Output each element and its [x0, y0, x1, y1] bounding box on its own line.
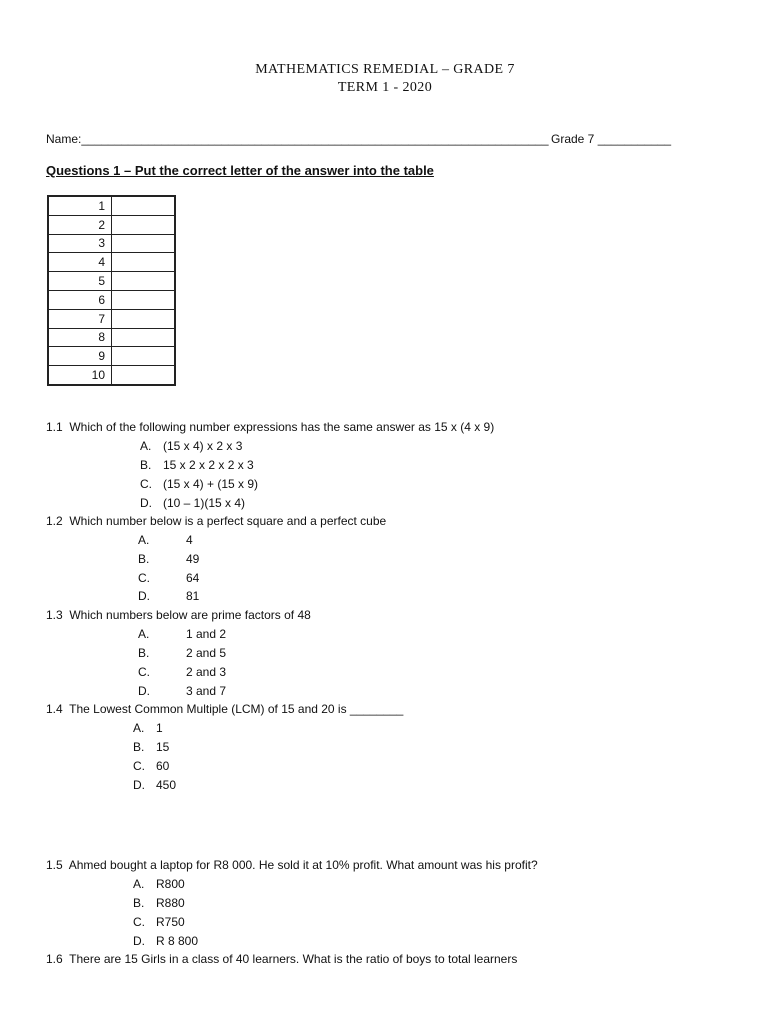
table-row — [48, 347, 175, 366]
option-letter: A. — [138, 533, 150, 547]
table-row — [48, 234, 175, 253]
option-a[interactable] — [140, 439, 243, 453]
option-text: 2 and 5 — [186, 646, 227, 660]
question-text: Ahmed bought a laptop for R8 000. He sold it at 10% profit. What amount was his profit? — [68, 858, 538, 872]
option-a[interactable] — [138, 627, 227, 641]
answer-cell[interactable] — [112, 272, 176, 291]
question-1-6 — [46, 952, 517, 966]
option-text: 450 — [156, 778, 177, 792]
question-1-2 — [46, 514, 386, 528]
answer-cell[interactable] — [112, 290, 176, 309]
answer-cell[interactable] — [112, 366, 176, 385]
row-number: 5 — [48, 272, 112, 291]
option-letter: D. — [138, 589, 150, 603]
answer-cell[interactable] — [112, 347, 176, 366]
row-number: 1 — [48, 196, 112, 215]
row-number: 8 — [48, 328, 112, 347]
question-text: Which number below is a perfect square and a perfect cube — [69, 514, 387, 528]
row-number: 2 — [48, 215, 112, 234]
option-letter: B. — [138, 646, 150, 660]
question-number: 1.6 — [46, 952, 63, 966]
table-row — [48, 196, 175, 215]
option-letter: A. — [133, 721, 145, 735]
option-c[interactable] — [140, 477, 259, 491]
question-text: There are 15 Girls in a class of 40 learners. What is the ratio of boys to total learners — [69, 952, 518, 966]
option-letter: C. — [133, 759, 145, 773]
row-number: 3 — [48, 234, 112, 253]
option-letter: B. — [138, 552, 150, 566]
table-row — [48, 328, 175, 347]
option-letter: A. — [133, 877, 145, 891]
option-letter: C. — [140, 477, 152, 491]
table-row — [48, 290, 175, 309]
table-row — [48, 253, 175, 272]
option-c[interactable] — [133, 759, 170, 773]
question-1-5 — [46, 858, 538, 872]
question-number: 1.3 — [46, 608, 63, 622]
answer-cell[interactable] — [112, 234, 176, 253]
question-text: Which of the following number expressions has the same answer as 15 x (4 x 9) — [69, 420, 495, 434]
option-text: 49 — [186, 552, 200, 566]
question-number: 1.4 — [46, 702, 63, 716]
option-text: (10 – 1)(15 x 4) — [163, 496, 246, 510]
option-b[interactable] — [133, 740, 170, 754]
option-text: R750 — [156, 915, 185, 929]
option-b[interactable] — [138, 552, 200, 566]
option-a[interactable] — [133, 721, 163, 735]
option-letter: A. — [138, 627, 150, 641]
option-letter: B. — [140, 458, 152, 472]
option-letter: C. — [133, 915, 145, 929]
option-text: 1 and 2 — [186, 627, 227, 641]
grade-field[interactable]: Grade 7 ___________ — [551, 132, 672, 146]
answer-cell[interactable] — [112, 253, 176, 272]
option-text: R880 — [156, 896, 185, 910]
option-letter: D. — [140, 496, 152, 510]
question-1-3 — [46, 608, 311, 622]
option-text: (15 x 4) x 2 x 3 — [163, 439, 243, 453]
option-text: 4 — [186, 533, 193, 547]
option-text: 60 — [156, 759, 170, 773]
option-d[interactable] — [133, 934, 199, 948]
section-heading: Questions 1 – Put the correct letter of the answer into the table — [46, 163, 434, 178]
question-1-4 — [46, 702, 403, 716]
document-title: MATHEMATICS REMEDIAL – GRADE 7 — [255, 62, 515, 77]
question-number: 1.2 — [46, 514, 63, 528]
option-d[interactable] — [138, 684, 227, 698]
row-number: 7 — [48, 309, 112, 328]
option-letter: B. — [133, 896, 145, 910]
option-c[interactable] — [138, 571, 200, 585]
option-letter: D. — [138, 684, 150, 698]
option-a[interactable] — [133, 877, 185, 891]
option-d[interactable] — [133, 778, 177, 792]
name-field[interactable]: Name:______________________________________________________________________ — [46, 132, 549, 146]
table-row — [48, 366, 175, 385]
question-text: The Lowest Common Multiple (LCM) of 15 and 20 is ________ — [69, 702, 404, 716]
option-d[interactable] — [140, 496, 246, 510]
table-row — [48, 215, 175, 234]
option-text: R 8 800 — [156, 934, 199, 948]
option-text: 1 — [156, 721, 163, 735]
option-c[interactable] — [138, 665, 227, 679]
option-a[interactable] — [138, 533, 193, 547]
option-b[interactable] — [138, 646, 227, 660]
option-b[interactable] — [140, 458, 254, 472]
option-letter: A. — [140, 439, 152, 453]
answer-cell[interactable] — [112, 309, 176, 328]
option-letter: B. — [133, 740, 145, 754]
option-text: 2 and 3 — [186, 665, 227, 679]
option-b[interactable] — [133, 896, 185, 910]
question-number: 1.1 — [46, 420, 63, 434]
table-row — [48, 309, 175, 328]
question-number: 1.5 — [46, 858, 63, 872]
option-text: 15 x 2 x 2 x 2 x 3 — [163, 458, 254, 472]
option-letter: D. — [133, 934, 145, 948]
option-text: R800 — [156, 877, 185, 891]
table-row — [48, 272, 175, 291]
row-number: 10 — [48, 366, 112, 385]
answer-cell[interactable] — [112, 328, 176, 347]
option-c[interactable] — [133, 915, 185, 929]
answer-cell[interactable] — [112, 196, 176, 215]
row-number: 9 — [48, 347, 112, 366]
row-number: 4 — [48, 253, 112, 272]
option-text: 81 — [186, 589, 200, 603]
option-letter: D. — [133, 778, 145, 792]
option-text: 15 — [156, 740, 170, 754]
option-text: 3 and 7 — [186, 684, 227, 698]
row-number: 6 — [48, 290, 112, 309]
answer-table — [47, 195, 176, 386]
answer-cell[interactable] — [112, 215, 176, 234]
option-letter: C. — [138, 571, 150, 585]
option-text: (15 x 4) + (15 x 9) — [163, 477, 259, 491]
option-letter: C. — [138, 665, 150, 679]
option-d[interactable] — [138, 589, 200, 603]
document-subtitle: TERM 1 - 2020 — [337, 80, 433, 95]
question-1-1 — [46, 420, 494, 434]
question-text: Which numbers below are prime factors of 48 — [69, 608, 311, 622]
option-text: 64 — [186, 571, 200, 585]
